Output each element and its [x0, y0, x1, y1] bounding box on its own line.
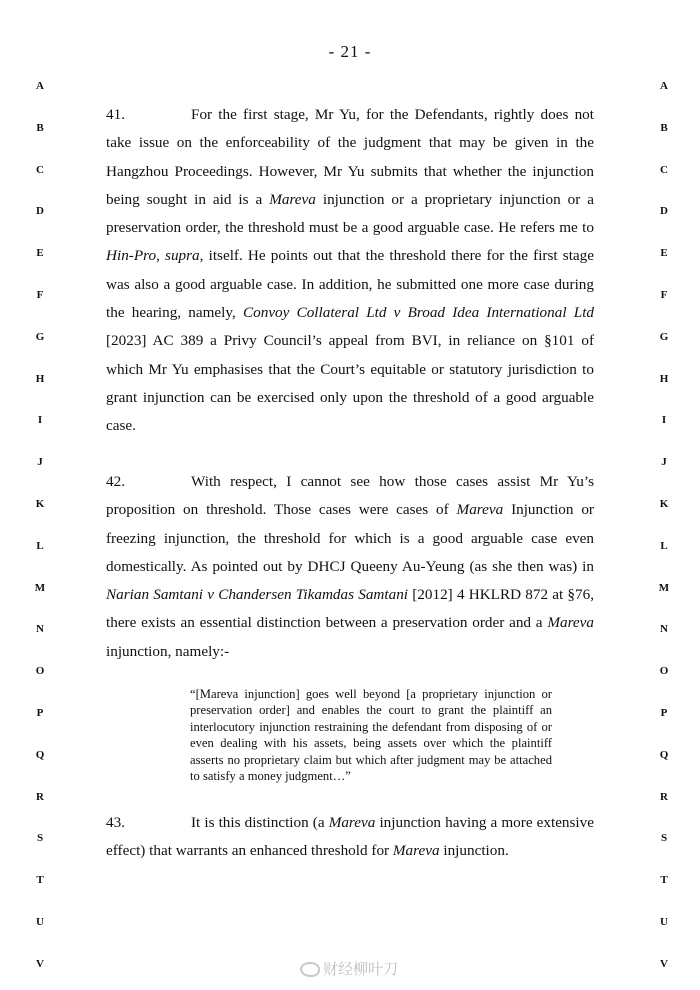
- margin-letter-n: N: [660, 623, 668, 636]
- margin-letter-k: K: [35, 498, 45, 510]
- block-quote: “[Mareva injunction] goes well beyond [a proprietary injunction or preservation order] and enables the court to grant the plaintiff an interlocutory injunction restraining the defendant from disposing of or even dealing with his assets, being assets over which the plaintiff asserts no proprietary claim but which after judgment may be attached to satisfy a money judgment…”: [190, 687, 552, 784]
- margin-letter-s: S: [36, 832, 44, 845]
- margin-letter-g: G: [35, 330, 45, 343]
- margin-letter-o: O: [35, 665, 45, 678]
- margin-letter-f: F: [660, 289, 668, 301]
- margin-letter-p: P: [660, 707, 668, 719]
- margin-letter-q: Q: [35, 748, 45, 761]
- margin-letter-t: T: [660, 874, 668, 887]
- margin-letter-i: I: [661, 414, 667, 427]
- margin-letter-c: C: [36, 163, 44, 176]
- margin-letter-c: C: [660, 163, 668, 176]
- margin-letter-s: S: [660, 832, 668, 845]
- weibo-logo-icon: [300, 962, 320, 977]
- margin-letter-u: U: [36, 916, 44, 928]
- margin-letter-m: M: [658, 581, 670, 594]
- margin-letter-n: N: [36, 623, 44, 636]
- paragraph-number: 41.: [106, 106, 125, 123]
- margin-letter-d: D: [660, 205, 668, 218]
- margin-letter-l: L: [660, 539, 668, 552]
- margin-letter-v: V: [36, 957, 44, 970]
- margin-letter-g: G: [659, 330, 669, 343]
- margin-letter-q: Q: [659, 748, 669, 761]
- page-number: - 21 -: [328, 42, 372, 61]
- paragraph-number: 43.: [106, 814, 125, 831]
- margin-letter-e: E: [660, 247, 668, 260]
- margin-letter-o: O: [659, 665, 669, 678]
- margin-letter-f: F: [36, 289, 44, 301]
- paragraph-41: 41. For the first stage, Mr Yu, for the Defendants, rightly does not take issue on the enforceability of the judgment that may be given in the Hangzhou Proceedings. However, Mr Yu submits that whether the injunction being sought in aid is a Mareva injunction or a proprietary injunction or a preservation order, the threshold must be a good arguable case. He refers me to Hin-Pro, supra, itself. He points out that the threshold there for the first stage was also a good arguable case. In addition, he submitted one more case during the hearing, namely, Convoy Collateral Ltd v Broad Idea International Ltd [2023] AC 389 a Privy Council’s appeal from BVI, in reliance on §101 of which Mr Yu emphasises that the Court’s equitable or statutory jurisdiction to grant injunction can be exercised only upon the threshold of a good arguable case.: [106, 101, 594, 441]
- margin-letter-u: U: [660, 916, 668, 928]
- paragraph-number: 42.: [106, 473, 125, 490]
- margin-letter-a: A: [36, 80, 44, 92]
- margin-letter-a: A: [660, 80, 668, 92]
- margin-letter-d: D: [36, 205, 44, 218]
- margin-letter-b: B: [36, 121, 44, 134]
- margin-letter-m: M: [34, 581, 46, 594]
- margin-letter-j: J: [661, 456, 667, 469]
- watermark: 财经柳叶刀: [300, 958, 398, 979]
- margin-letter-r: R: [36, 790, 44, 803]
- margin-letter-h: H: [35, 372, 45, 385]
- margin-letter-p: P: [36, 707, 44, 719]
- margin-letter-j: J: [37, 456, 43, 469]
- paragraph-43: 43. It is this distinction (a Mareva injunction having a more extensive effect) that warrants an enhanced threshold for Mareva injunction.: [106, 809, 594, 866]
- margin-letter-t: T: [36, 874, 44, 887]
- margin-letter-v: V: [660, 957, 668, 970]
- margin-letter-i: I: [37, 414, 43, 427]
- margin-letter-h: H: [659, 372, 669, 385]
- margin-letter-l: L: [36, 539, 44, 552]
- margin-letter-e: E: [36, 247, 44, 260]
- margin-letter-r: R: [660, 790, 668, 803]
- paragraph-42: 42. With respect, I cannot see how those cases assist Mr Yu’s proposition on threshold. Those cases were cases of Mareva Injunction or freezing injunction, the threshold for which is a good arguable case even domestically. As pointed out by DHCJ Queeny Au-Yeung (as she then was) in Narian Samtani v Chandersen Tikamdas Samtani [2012] 4 HKLRD 872 at §76, there exists an essential distinction between a preservation order and a Mareva injunction, namely:-: [106, 468, 594, 666]
- margin-letter-b: B: [660, 121, 668, 134]
- margin-letter-k: K: [659, 498, 669, 510]
